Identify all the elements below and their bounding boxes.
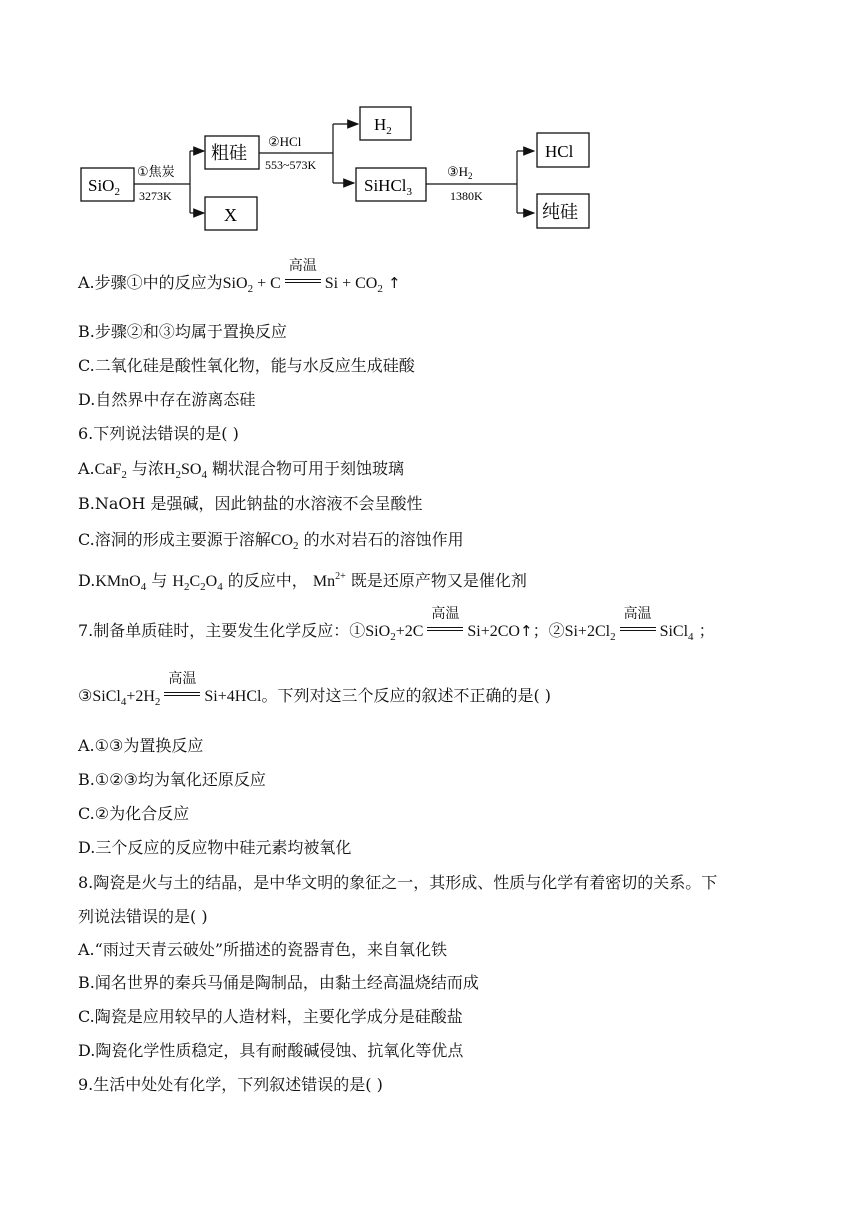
step2-temp: 553~573K [265,158,317,172]
q8-stem-line2: 列说法错误的是( ) [78,907,208,926]
step1-temp: 3273K [139,189,172,203]
q6-stem: 6.下列说法错误的是( ) [78,424,239,443]
step2-label: ②HCl [268,134,302,149]
q9-stem: 9.生活中处处有化学，下列叙述错误的是( ) [78,1075,383,1094]
q8-option-a: A.“雨过天青云破处”所描述的瓷器青色，来自氧化铁 [78,940,448,959]
q7-stem: 7.制备单质硅时，主要发生化学反应：①SiO$_2$+2C 高温 Si+2CO↑；$②Si+2Cl_2$ 高温 SiCl$_4$ ； [78,606,715,643]
step3-label: $③H_2$ [447,164,473,181]
q6-option-d: D.KMnO$_4$ 与 $H_2C_2O_4$ 的反应中， $Mn^{2+}$ 既是还原产物又是催化剂 [78,571,527,593]
svg-text:HCl: HCl [545,142,574,161]
svg-text:SiHCl3: SiHCl$_3$ [364,176,413,198]
svg-text:SiO2: SiO$_2$ [88,176,120,198]
svg-text:H2: $H_2$ [374,115,392,137]
q7-option-c: C.②为化合反应 [78,804,190,823]
node-sio2 [81,168,134,201]
q5-option-b: B.步骤②和③均属于置换反应 [78,322,287,341]
q8-option-d: D.陶瓷化学性质稳定，具有耐酸碱侵蚀、抗氧化等优点 [78,1041,464,1060]
svg-text:纯硅: 纯硅 [542,202,578,223]
q6-option-a: A.CaF$_2$ 与浓$H_2SO_4$ 糊状混合物可用于刻蚀玻璃 [78,459,405,481]
q8-option-c: C.陶瓷是应用较早的人造材料，主要化学成分是硅酸盐 [78,1007,463,1026]
q7-option-b: B.①②③均为氧化还原反应 [78,770,266,789]
q7-option-a: A.①③为置换反应 [78,736,204,755]
step3-temp: 1380K [450,189,483,203]
step1-label: ①焦炭 [137,165,175,180]
node-sihcl3 [356,168,426,201]
process-flow-diagram [0,0,860,240]
q6-option-c: C.溶洞的形成主要源于溶解$CO_2$ 的水对岩石的溶蚀作用 [78,530,464,552]
svg-text:X: X [224,205,237,225]
q5-option-d: D.自然界中存在游离态硅 [78,390,256,409]
node-crude-silicon [205,136,259,169]
q7-option-d: D.三个反应的反应物中硅元素均被氧化 [78,838,352,857]
q8-option-b: B.闻名世界的秦兵马俑是陶制品，由黏土经高温烧结而成 [78,973,479,992]
node-x [205,197,257,230]
svg-text:粗硅: 粗硅 [211,143,247,164]
node-hcl [537,133,589,167]
node-h2 [360,107,411,140]
q5-option-a: A.步骤①中的反应为SiO$_2$ + C 高温 $Si + CO_2$ ↑ [78,258,401,295]
q6-option-b: B.NaOH 是强碱，因此钠盐的水溶液不会呈酸性 [78,494,423,513]
q5-option-c: C.二氧化硅是酸性氧化物，能与水反应生成硅酸 [78,356,415,375]
q7-stem-cont: $③SiCl_4+2H_2$ 高温 Si+4HCl。下列对这三个反应的叙述不正确的是( ) [78,671,552,708]
q8-stem-line1: 8.陶瓷是火与土的结晶，是中华文明的象征之一，其形成、性质与化学有着密切的关系。下 [78,873,718,892]
node-pure-silicon [537,194,589,228]
